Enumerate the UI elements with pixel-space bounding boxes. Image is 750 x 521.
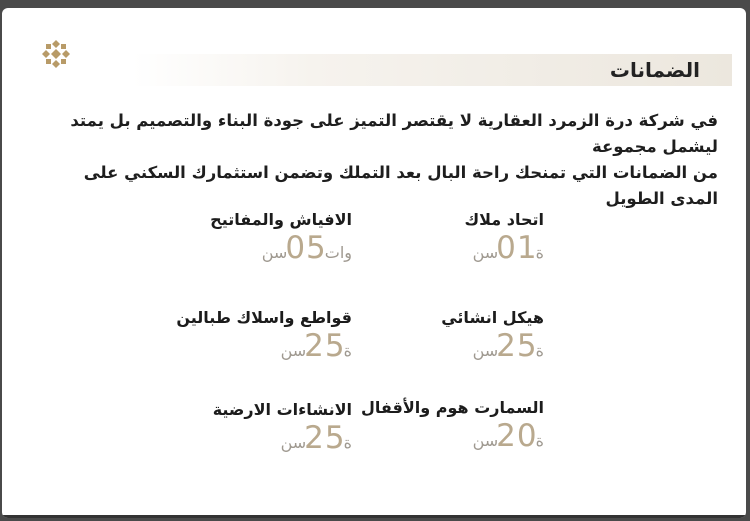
duration-suffix: ة [343,341,352,360]
duration-number: 25 [304,328,346,364]
warranty-duration [172,230,352,266]
warranty-title: الانشاءات الارضية [212,400,352,419]
duration-suffix: وات [324,243,352,262]
warranty-title: الافياش والمفاتيح [210,210,352,229]
duration-prefix: سن [472,243,499,262]
warranty-title: هيكل انشائي [441,308,544,327]
intro-line-2: من الضمانات التي تمنحك راحة البال بعد التملك وتضمن استثمارك السكني على المدى الطويل [83,163,718,208]
duration-number: 25 [304,420,346,456]
intro-line-1: في شركة درة الزمرد العقارية لا يقتصر التميز على جودة البناء والتصميم بل يمتد ليشمل مجموعة [70,111,718,156]
duration-number: 25 [496,328,538,364]
page-bottom-edge [2,515,746,518]
warranty-title: قواطع واسلاك طبالين [176,308,352,327]
duration-suffix: ة [535,243,544,262]
warranty-duration [172,328,352,364]
duration-number: 01 [496,230,538,266]
duration-number: 20 [496,418,538,454]
duration-prefix: سن [280,341,307,360]
warranty-item-switches-keys [172,210,352,264]
duration-suffix: ة [535,341,544,360]
warranty-item-owners-union [364,210,544,264]
duration-prefix: سن [280,433,307,452]
duration-prefix: سن [472,431,499,450]
warranty-item-ground-works [172,400,352,454]
duration-suffix: ة [343,433,352,452]
warranty-item-structure [364,308,544,362]
gold-geometric-logo-icon [40,38,72,70]
duration-prefix: سن [261,243,288,262]
warranty-title: السمارت هوم والأقفال [360,398,544,417]
warranty-duration [364,328,544,364]
warranty-item-breakers-wires [172,308,352,362]
intro-paragraph [62,108,718,212]
warranty-duration [172,420,352,456]
warranty-title: اتحاد ملاك [464,210,544,229]
document-page [2,8,746,518]
warranty-duration [364,418,544,454]
duration-number: 05 [285,230,327,266]
warranty-item-smart-home-locks [360,398,544,454]
warranty-duration [364,230,544,266]
header-band [132,54,732,86]
duration-prefix: سن [472,341,499,360]
page-title: الضمانات [609,58,700,82]
duration-suffix: ة [535,431,544,450]
